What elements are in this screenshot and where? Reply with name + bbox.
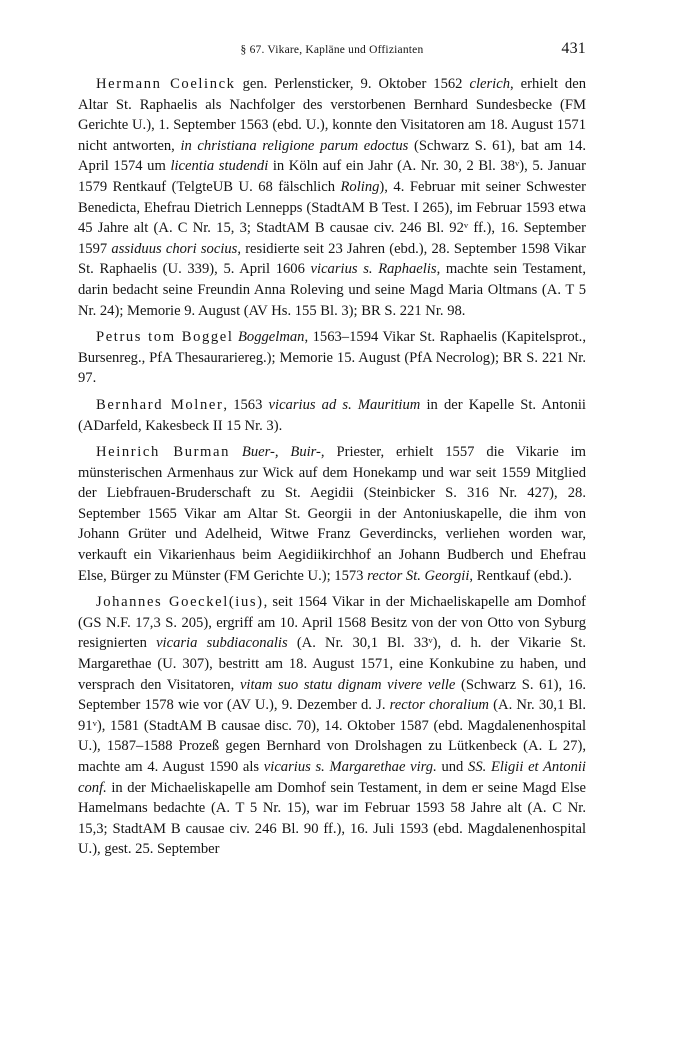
latin-term: assiduus chori socius <box>111 240 238 257</box>
latin-term: Buer-, Buir- <box>241 444 321 461</box>
page-number: 431 <box>561 40 586 57</box>
latin-term: Roling <box>340 178 380 195</box>
person-name: Johannes Goeckel(ius) <box>96 594 264 611</box>
entry-petrus-tom-boggel <box>78 327 586 389</box>
latin-term: SS. Eligii et Antonii conf. <box>78 759 586 796</box>
book-page <box>78 38 586 866</box>
latin-term: rector choralium <box>389 697 489 714</box>
entry-bernhard-molner <box>78 395 586 436</box>
latin-term: vicarius ad s. Mauritium <box>268 396 421 413</box>
entry-hermann-coelinck <box>78 74 586 321</box>
latin-term: rector St. Georgii <box>367 567 470 584</box>
entry-text: , seit 1564 Vikar in der Michaeliskapelle am Domhof (GS N.F. 17,3 S. 205), ergriff am 10. April 1568 Besitz von der von Otto von Syburg resignierten <box>78 594 586 652</box>
entry-text: in der Michaeliskapelle am Domhof sein Testament, in dem er seine Magd Else Hamelmans bedachte (A. T 5 Nr. 15), war im Februar 1593 58 Jahre alt (A. C Nr. 15,3; StadtAM B causae civ. 246 Bl. 90 ff.), 16. Juli 1593 (ebd. Magdalenenhospital U.), gest. 25. September <box>78 779 586 858</box>
entry-text: , Rentkauf (ebd.). <box>469 567 572 584</box>
latin-term: vicaria subdiaconalis <box>156 635 288 652</box>
latin-term: licentia studendi <box>170 158 269 175</box>
entry-text: (A. Nr. 30,1 Bl. 91ᵛ), 1581 (StadtAM B causae disc. 70), 14. Oktober 1587 (ebd. Magdalenenhospital U.), 1587–1588 Prozeß gegen Bernhard von Drolshagen zu Lütkenbeck (A. L 27), machte am 4. August 1590 als <box>78 697 587 775</box>
latin-term: clerich <box>469 76 511 92</box>
latin-term: Boggelman <box>238 329 305 346</box>
entry-text: gen. Perlensticker, 9. Oktober 1562 <box>235 76 470 92</box>
entry-text: , machte sein Testament, darin bedacht seine Freundin Anna Roleving und seine Magd Maria Oltmans (A. T 5 Nr. 24); Memorie 9. August (AV Hs. 155 Bl. 3); BR S. 221 Nr. 98. <box>78 261 586 319</box>
entry-heinrich-burman <box>78 442 586 586</box>
running-head <box>78 38 586 64</box>
entry-text: und <box>436 759 469 775</box>
person-name: Bernhard Molner <box>96 396 224 413</box>
person-name: Petrus tom Boggel <box>96 329 234 346</box>
entry-johannes-goeckel <box>78 592 586 860</box>
entry-text: , residierte seit 23 Jahren (ebd.), 28. September 1598 Vikar St. Raphaelis (U. 339), 5. April 1606 <box>78 240 586 278</box>
entry-text: , erhielt den Altar St. Raphaelis als Nachfolger des verstorbenen Bernhard Sundesbecke (FM Gerichte U.), 1. September 1563 (ebd. U.), konnte den Visitatoren am 18. August 1571 nicht antworten, <box>78 76 586 154</box>
entry-text: in Köln auf ein Jahr (A. Nr. 30, 2 Bl. 38ᵛ), 5. Januar 1579 Rentkauf (TelgteUB U. 68 fälschlich <box>78 158 587 195</box>
entry-text <box>230 444 242 460</box>
entry-text: , 1563–1594 Vikar St. Raphaelis (Kapitelsprot., Bursenreg., PfA Thesaurariereg.); Memorie 15. August (PfA Necrolog); BR S. 221 Nr. 97. <box>78 329 586 387</box>
latin-term: vicarius s. Raphaelis <box>310 261 437 278</box>
person-name: Heinrich Burman <box>96 444 230 461</box>
entry-text: , 1563 <box>223 396 269 413</box>
entry-text: (Schwarz S. 61), 16. September 1578 wie vor (AV U.), 9. Dezember d. J. <box>78 676 587 714</box>
entry-text: in der Kapelle St. Antonii (ADarfeld, Kakesbeck II 15 Nr. 3). <box>78 396 586 434</box>
section-title: § 67. Vikare, Kapläne und Offizianten <box>240 44 424 56</box>
person-name: Hermann Coelinck <box>96 76 236 92</box>
body-text <box>78 74 586 860</box>
latin-term: vitam suo statu dignam vivere velle <box>239 676 456 693</box>
entry-text: (A. Nr. 30,1 Bl. 33ᵛ), d. h. der Vikarie St. Margarethae (U. 307), bestritt am 18. August 1571, eine Konkubine zu haben, und versprach den Visitatoren, <box>78 635 586 693</box>
entry-text: ), 4. Februar mit seiner Schwester Benedicta, Ehefrau Dietrich Lennepps (StadtAM B Test. I 265), im Februar 1593 etwa 45 Jahre alt (A. C Nr. 15, 3; StadtAM B causae civ. 246 Bl. 92ᵛ ff.), 16. September 1597 <box>78 178 586 257</box>
entry-text: , Priester, erhielt 1557 die Vikarie im münsterischen Armenhaus zur Wick auf dem Honekamp und war seit 1559 Mitglied der Liebfrauen-Bruderschaft zu St. Aegidii (Steinbicker S. 316 Nr. 427), 28. September 1565 Vikar am Altar St. Georgii in der Antoniuskapelle, die ihm von Johann Grüter und Adelheid, Witwe Franz Geverdincks, verliehen worden war, verkauft ein Vikarienhaus beim Aegidiikirchhof an Johann Budberch und Ehefrau Else, Bürger zu Münster (FM Gerichte U.); 1573 <box>78 444 586 584</box>
entry-text: (Schwarz S. 61), bat am 14. April 1574 um <box>78 137 587 175</box>
latin-term: in christiana religione parum edoctus <box>180 137 409 154</box>
latin-term: vicarius s. Margarethae virg. <box>263 759 437 775</box>
